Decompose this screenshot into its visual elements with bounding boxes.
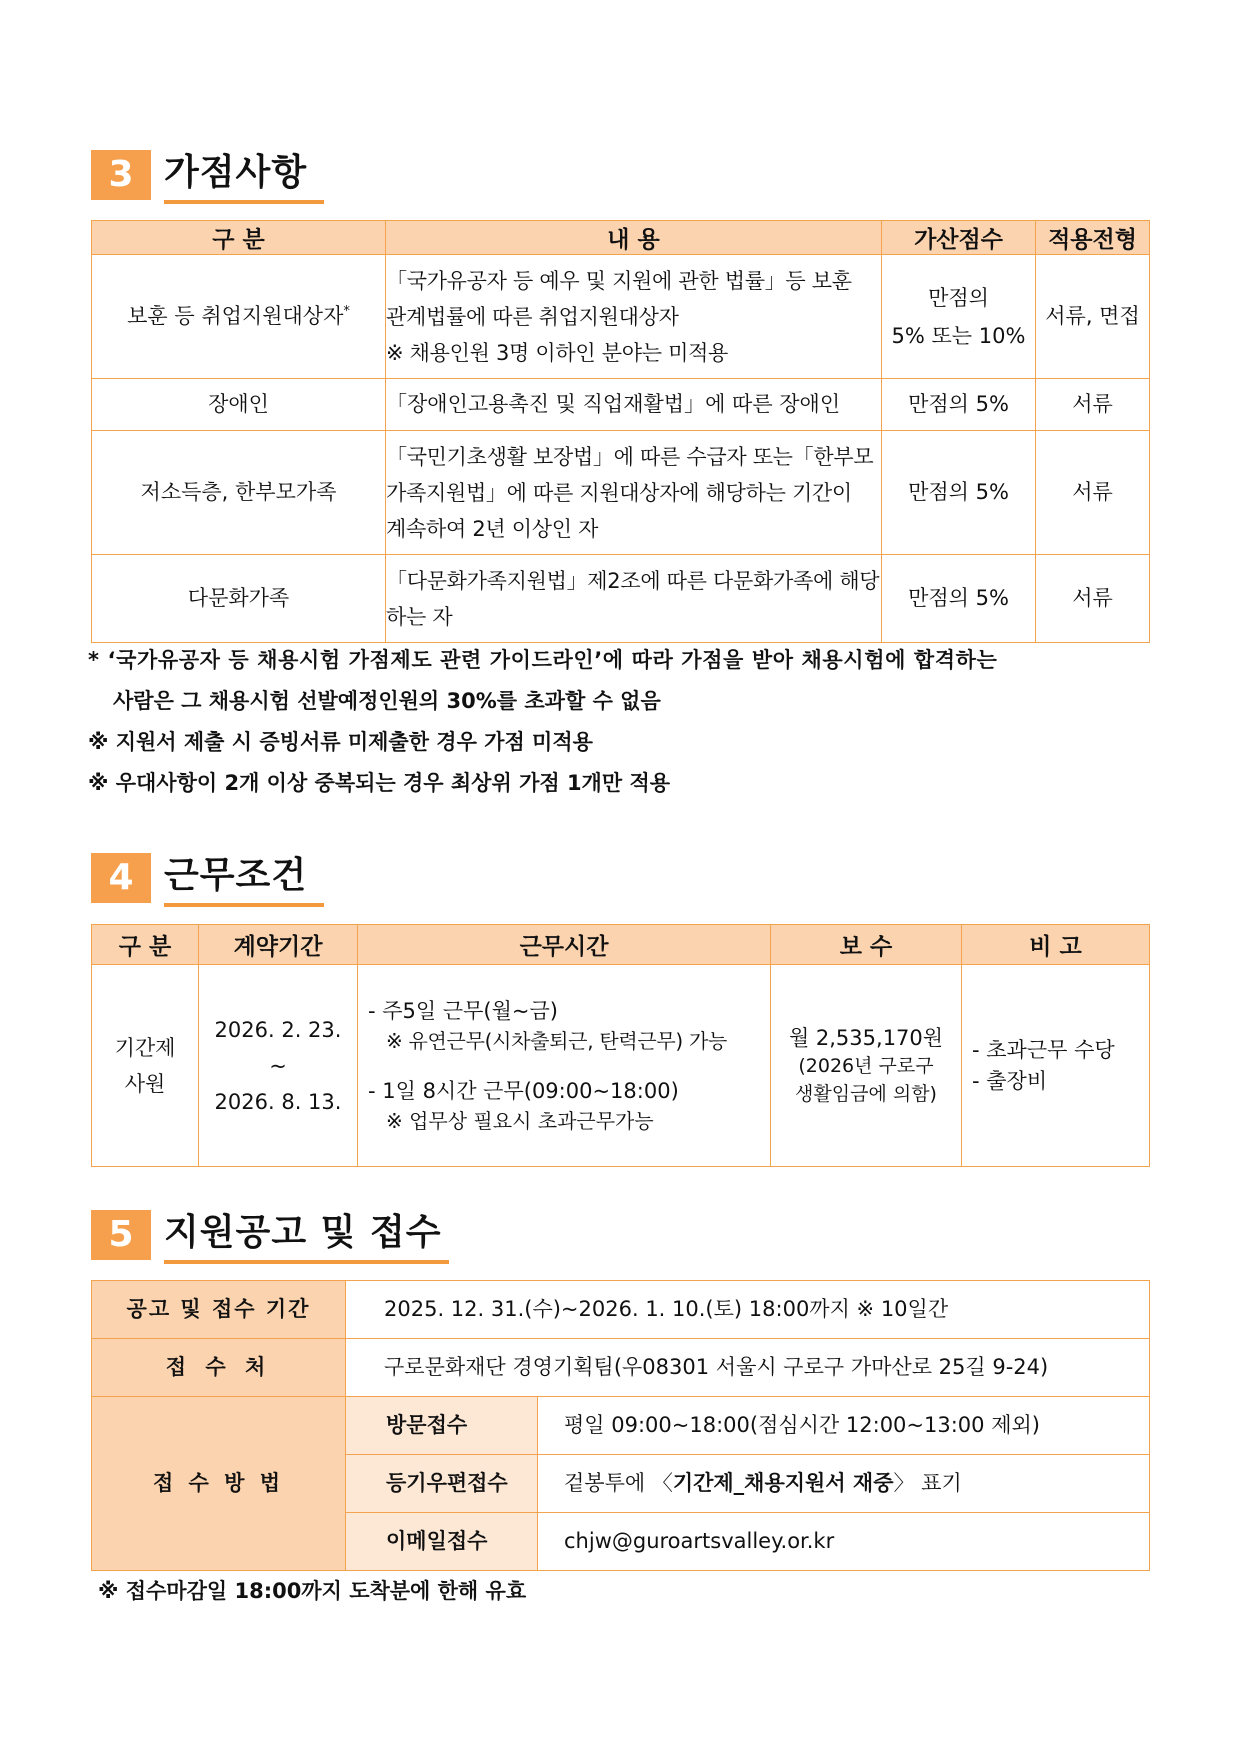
table-row <box>92 379 1150 431</box>
header-period: 계약기간 <box>199 925 358 965</box>
row-stage: 서류, 면접 <box>1036 255 1150 379</box>
section4-underline <box>164 903 324 907</box>
work-conditions-table <box>91 924 1150 1167</box>
method-mail-value: 겉봉투에 〈기간제_채용지원서 재중〉 표기 <box>538 1455 1150 1513</box>
section3-title: 가점사항 <box>164 152 308 193</box>
bonus-points-table <box>91 220 1150 643</box>
section5-number: 5 <box>91 1210 151 1260</box>
section4-number: 4 <box>91 853 151 903</box>
table-row <box>92 555 1150 643</box>
remarks-travel: - 출장비 <box>972 1068 1048 1093</box>
section4-title: 근무조건 <box>164 855 308 896</box>
section3-number: 3 <box>91 150 151 200</box>
table-row <box>92 1397 1150 1455</box>
row-stage: 서류 <box>1036 555 1150 643</box>
hours-overtime-note: ※ 업무상 필요시 초과근무가능 <box>386 1108 654 1133</box>
row-hours <box>358 965 771 1167</box>
table-row <box>92 965 1150 1167</box>
place-value: 구로문화재단 경영기획팀(우08301 서울시 구로구 가마산로 25길 9-24) <box>346 1339 1150 1397</box>
row-points: 만점의 5% 또는 10% <box>882 255 1036 379</box>
method-visit-label: 방문접수 <box>346 1397 538 1455</box>
method-visit-value: 평일 09:00~18:00(점심시간 12:00~13:00 제외) <box>538 1397 1150 1455</box>
table-header-row <box>92 925 1150 965</box>
row-points: 만점의 5% <box>882 431 1036 555</box>
section5-title: 지원공고 및 접수 <box>164 1212 442 1253</box>
pay-amount: 월 2,535,170원 <box>788 1025 944 1050</box>
header-category: 구 분 <box>92 221 386 255</box>
row-content: 「국가유공자 등 예우 및 지원에 관한 법률」등 보훈 관계법률에 따른 취업지원대상자 ※ 채용인원 3명 이하인 분야는 미적용 <box>386 255 882 379</box>
row-points: 만점의 5% <box>882 379 1036 431</box>
row-category: 기간제 사원 <box>92 965 199 1167</box>
hours-flexible-note: ※ 유연근무(시차출퇴근, 탄력근무) 가능 <box>386 1028 727 1053</box>
deadline-note: ※ 접수마감일 18:00까지 도착분에 한해 유효 <box>98 1579 527 1603</box>
row-content: 「장애인고용촉진 및 직업재활법」에 따른 장애인 <box>386 379 882 431</box>
header-category: 구 분 <box>92 925 199 965</box>
header-stage: 적용전형 <box>1036 221 1150 255</box>
row-category: 장애인 <box>92 379 386 431</box>
header-pay: 보 수 <box>771 925 962 965</box>
row-pay <box>771 965 962 1167</box>
header-points: 가산점수 <box>882 221 1036 255</box>
hours-weekly: - 주5일 근무(월~금) <box>368 998 558 1023</box>
hours-daily: - 1일 8시간 근무(09:00~18:00) <box>368 1078 679 1103</box>
row-content: 「국민기초생활 보장법」에 따른 수급자 또는「한부모 가족지원법」에 따른 지원대상자에 해당하는 기간이 계속하여 2년 이상인 자 <box>386 431 882 555</box>
application-table <box>91 1280 1150 1571</box>
remarks-overtime: - 초과근무 수당 <box>972 1037 1115 1062</box>
note-document: ※ 지원서 제출 시 증빙서류 미제출한 경우 가점 미적용 <box>88 730 593 754</box>
place-label: 접 수 처 <box>92 1339 346 1397</box>
table-header-row <box>92 221 1150 255</box>
period-value: 2025. 12. 31.(수)~2026. 1. 10.(토) 18:00까지 ※ 10일간 <box>346 1281 1150 1339</box>
row-content: 「다문화가족지원법」제2조에 따른 다문화가족에 해당 하는 자 <box>386 555 882 643</box>
header-remarks: 비 고 <box>962 925 1150 965</box>
row-category: 저소득층, 한부모가족 <box>92 431 386 555</box>
row-period: 2026. 2. 23. ~ 2026. 8. 13. <box>199 965 358 1167</box>
table-row <box>92 1281 1150 1339</box>
table-row <box>92 255 1150 379</box>
row-stage: 서류 <box>1036 431 1150 555</box>
note-guideline: * ‘국가유공자 등 채용시험 가점제도 관련 가이드라인’에 따라 가점을 받아 채용시험에 합격하는 <box>88 648 998 672</box>
row-category: 다문화가족 <box>92 555 386 643</box>
pay-note: (2026년 구로구 생활임금에 의함) <box>795 1054 937 1105</box>
note-duplicate: ※ 우대사항이 2개 이상 중복되는 경우 최상위 가점 1개만 적용 <box>88 771 671 795</box>
header-content: 내 용 <box>386 221 882 255</box>
row-stage: 서류 <box>1036 379 1150 431</box>
method-label: 접 수 방 법 <box>92 1397 346 1571</box>
header-hours: 근무시간 <box>358 925 771 965</box>
row-category: 보훈 등 취업지원대상자* <box>92 255 386 379</box>
period-label: 공고 및 접수 기간 <box>92 1281 346 1339</box>
row-remarks <box>962 965 1150 1167</box>
section3-underline <box>164 200 324 204</box>
section5-underline <box>164 1260 449 1264</box>
row-points: 만점의 5% <box>882 555 1036 643</box>
method-mail-label: 등기우편접수 <box>346 1455 538 1513</box>
note-guideline-cont: 사람은 그 채용시험 선발예정인원의 30%를 초과할 수 없음 <box>113 689 661 713</box>
table-row <box>92 1339 1150 1397</box>
method-email-label: 이메일접수 <box>346 1513 538 1571</box>
method-email-value: chjw@guroartsvalley.or.kr <box>538 1513 1150 1571</box>
table-row <box>92 431 1150 555</box>
